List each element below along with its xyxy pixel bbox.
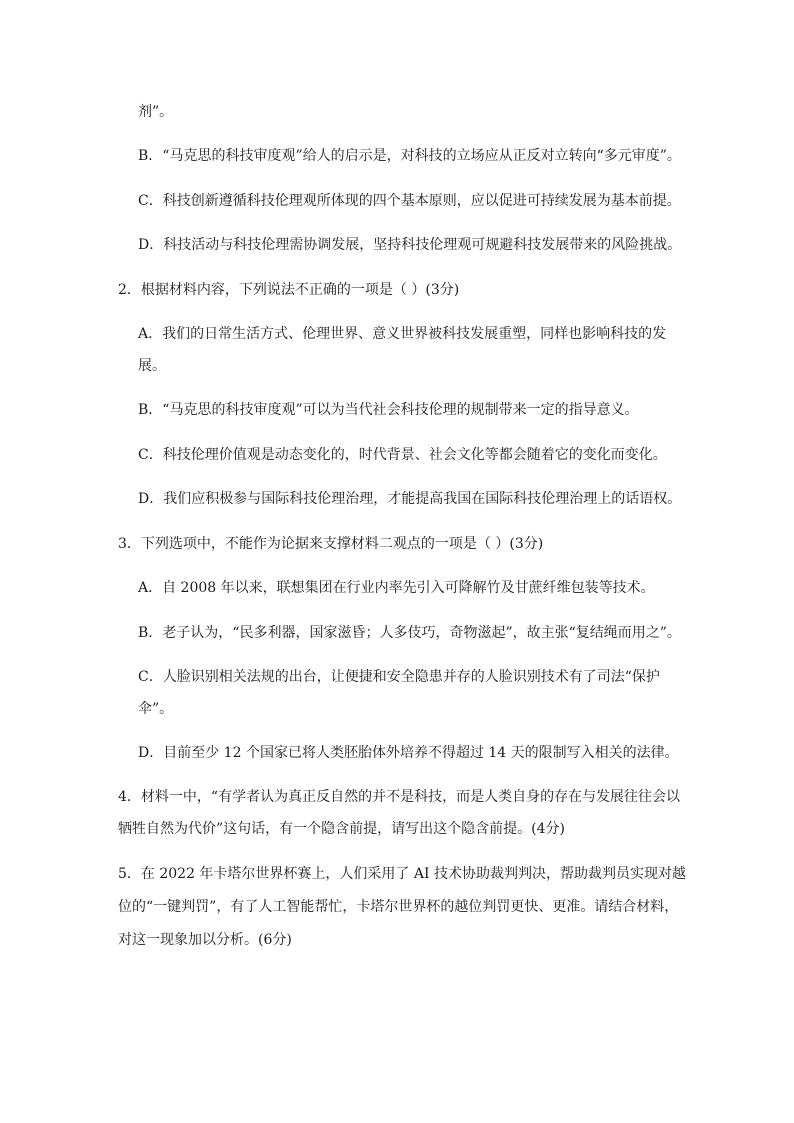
q1-option-d: D．科技活动与科技伦理需协调发展，坚持科技伦理观可规避科技发展带来的风险挑战。: [138, 237, 682, 253]
q1-option-a-continuation: 剂”。: [138, 104, 174, 120]
q4-stem-line-2: 牺牲自然为代价”这句话，有一个隐含前提，请写出这个隐含前提。(4分): [118, 821, 565, 837]
q1-option-c: C．科技创新遵循科技伦理观所体现的四个基本原则，应以促进可持续发展为基本前提。: [138, 193, 681, 209]
q3-option-b: B．老子认为，“民多利器，国家滋昏；人多伎巧，奇物滋起”，故主张“复结绳而用之”。: [138, 625, 681, 641]
q2-option-d: D．我们应积极参与国际科技伦理治理，才能提高我国在国际科技伦理治理上的话语权。: [138, 491, 682, 507]
q2-option-a-continuation: 展。: [138, 358, 166, 374]
q1-option-b: B．“马克思的科技审度观”给人的启示是，对科技的立场应从正反对立转向“多元审度”。: [138, 148, 681, 164]
q3-option-c-continuation: 伞”。: [138, 701, 174, 717]
q3-option-c: C．人脸识别相关法规的出台，让便捷和安全隐患并存的人脸识别技术有了司法“保护: [138, 669, 660, 685]
q5-stem-line-1: 5．在 2022 年卡塔尔世界杯赛上，人们采用了 AI 技术协助裁判判决，帮助裁判员实现对越: [118, 866, 686, 882]
q3-option-a: A．自 2008 年以来，联想集团在行业内率先引入可降解竹及甘蔗纤维包装等技术。: [138, 580, 655, 596]
q2-stem: 2．根据材料内容，下列说法不正确的一项是（ ）(3分): [118, 282, 460, 298]
q5-stem-line-3: 对这一现象加以分析。(6分): [118, 932, 292, 948]
q3-stem: 3．下列选项中，不能作为论据来支撑材料二观点的一项是（ ）(3分): [118, 536, 544, 552]
q2-option-a: A．我们的日常生活方式、伦理世界、意义世界被科技发展重塑，同样也影响科技的发: [138, 326, 667, 342]
q2-option-b: B．“马克思的科技审度观”可以为当代社会科技伦理的规制带来一定的指导意义。: [138, 402, 639, 418]
q4-stem-line-1: 4．材料一中，“有学者认为真正反自然的并不是科技，而是人类自身的存在与发展往往会以: [118, 789, 681, 805]
q3-option-d: D．目前至少 12 个国家已将人类胚胎体外培养不得超过 14 天的限制写入相关的法律。: [138, 745, 679, 761]
q2-option-c: C．科技伦理价值观是动态变化的，时代背景、社会文化等都会随着它的变化而变化。: [138, 447, 667, 463]
q5-stem-line-2: 位的“一键判罚”，有了人工智能帮忙，卡塔尔世界杯的越位判罚更快、更准。请结合材料，: [118, 899, 679, 915]
